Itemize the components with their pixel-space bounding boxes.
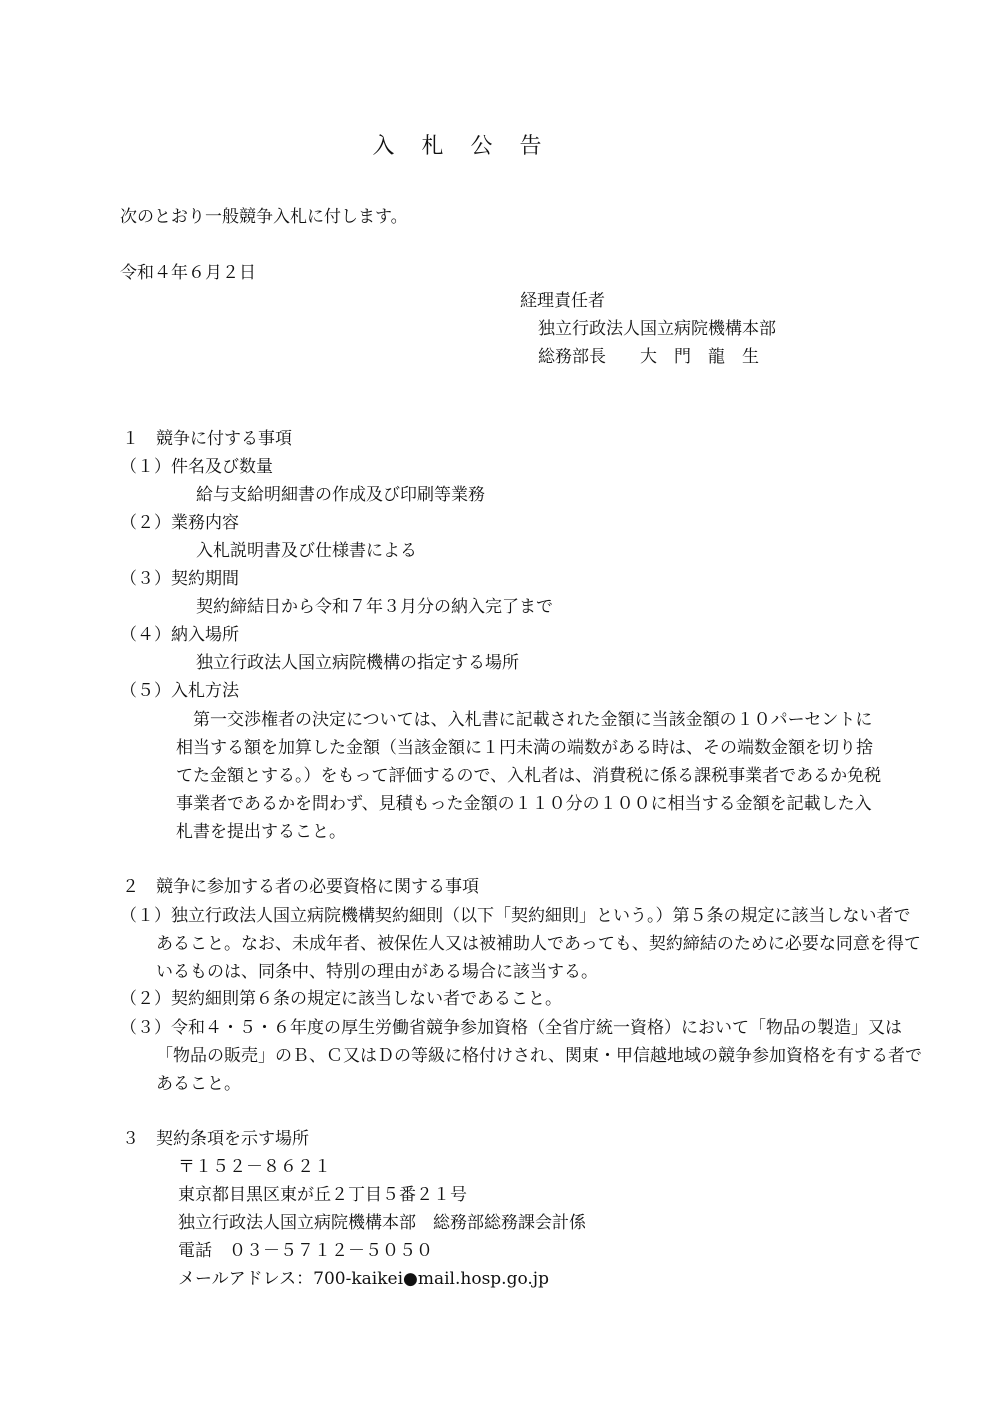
- item-1-1-label: （１）件名及び数量: [120, 457, 273, 477]
- item-1-4-text: 独立行政法人国立病院機構の指定する場所: [196, 653, 519, 673]
- issuer-role: 経理責任者: [520, 291, 605, 311]
- page-title: 入 札 公 告: [372, 134, 552, 159]
- item-2-1-text: （１）独立行政法人国立病院機構契約細則（以下「契約細則」という。）第５条の規定に該当しない者であること。なお、未成年者、被保佐人又は被補助人であっても、契約締結のために必要な同意を得ているものは、同条中、特別の理由がある場合に該当する。: [120, 906, 921, 982]
- department: 独立行政法人国立病院機構本部 総務部総務課会計係: [178, 1213, 586, 1233]
- section-1-heading: １ 競争に付する事項: [122, 429, 292, 449]
- item-1-3-label: （３）契約期間: [120, 569, 239, 589]
- issuer-name: 総務部長 大 門 龍 生: [538, 347, 759, 367]
- item-2-2-text: （２）契約細則第６条の規定に該当しない者であること。: [120, 989, 562, 1009]
- address: 東京都目黒区東が丘２丁目５番２１号: [178, 1185, 467, 1205]
- item-1-4-label: （４）納入場所: [120, 625, 239, 645]
- postal-code: 〒１５２－８６２１: [178, 1157, 331, 1177]
- section-3-heading: ３ 契約条項を示す場所: [122, 1129, 309, 1149]
- phone-number: 電話 ０３－５７１２－５０５０: [178, 1241, 433, 1261]
- item-1-5-label: （５）入札方法: [120, 681, 239, 701]
- email-address: メールアドレス：700-kaikei●mail.hosp.go.jp: [178, 1269, 549, 1289]
- item-1-1-text: 給与支給明細書の作成及び印刷等業務: [196, 485, 485, 505]
- issue-date: 令和４年６月２日: [120, 263, 256, 283]
- item-1-2-text: 入札説明書及び仕様書による: [196, 541, 417, 561]
- section-2-heading: ２ 競争に参加する者の必要資格に関する事項: [122, 877, 479, 897]
- intro-text: 次のとおり一般競争入札に付します。: [120, 207, 408, 227]
- item-2-3-text: （３）令和４・５・６年度の厚生労働省競争参加資格（全省庁統一資格）において「物品の製造」又は「物品の販売」のＢ、Ｃ又はＤの等級に格付けされ、関東・甲信越地域の競争参加資格を有する者であること。: [120, 1018, 923, 1094]
- item-1-3-text: 契約締結日から令和７年３月分の納入完了まで: [196, 597, 553, 617]
- item-1-2-label: （２）業務内容: [120, 513, 239, 533]
- item-1-5-text: 第一交渉権者の決定については、入札書に記載された金額に当該金額の１０パーセントに相当する額を加算した金額（当該金額に１円未満の端数がある時は、その端数金額を切り捨てた金額とする。）をもって評価するので、入札者は、消費税に係る課税事業者であるか免税事業者であるかを問わず、見積もった金額の１１０分の１００に相当する金額を記載した入札書を提出すること。: [176, 710, 882, 842]
- issuer-organization: 独立行政法人国立病院機構本部: [538, 319, 776, 339]
